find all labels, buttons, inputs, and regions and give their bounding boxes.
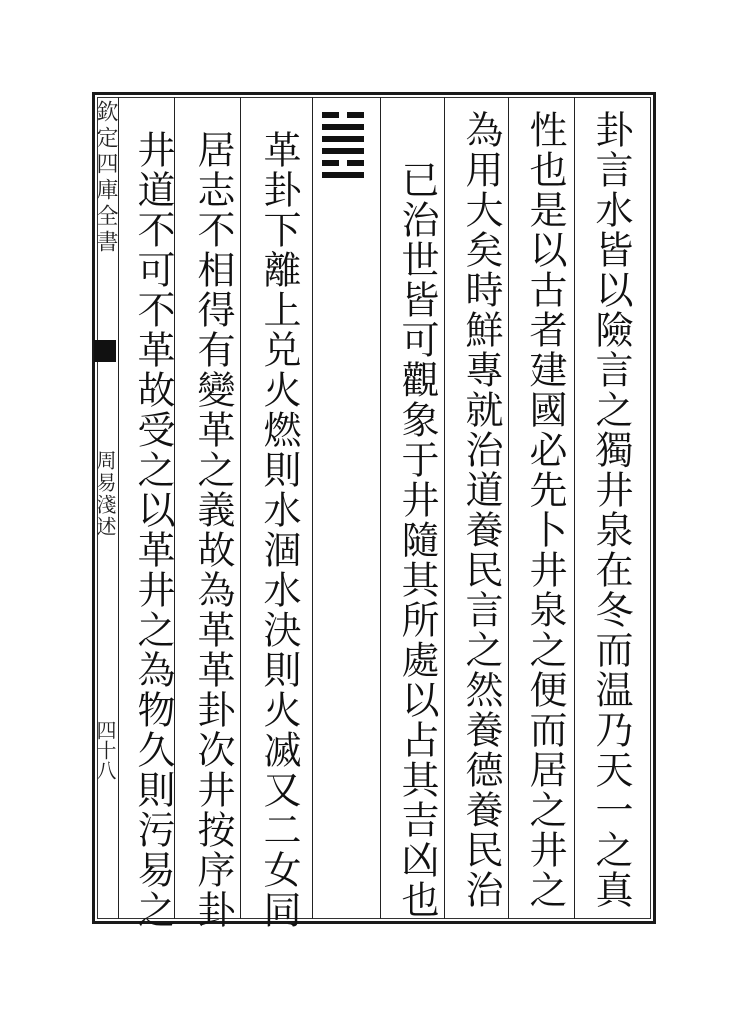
- column-rule: [444, 97, 445, 919]
- column-rule: [312, 97, 313, 919]
- text-column-1: 卦言水皆以險言之獨井泉在冬而温乃天一之真: [589, 110, 633, 910]
- text-column-7: 井道不可不革故受之以革井之為物久則污易之: [131, 130, 175, 930]
- text-column-3: 為用大矣時鮮專就治道養民言之然養德養民治: [459, 110, 503, 910]
- margin-page-number: 四十八: [93, 720, 117, 780]
- hexagram-solid-line: [322, 136, 364, 142]
- margin-book-title: 周易淺述: [93, 450, 117, 538]
- column-rule: [240, 97, 241, 919]
- fishtail-mark: [94, 340, 116, 362]
- hexagram-solid-line: [322, 148, 364, 154]
- text-column-6: 居志不相得有變革之義故為革革卦次井按序卦: [191, 130, 235, 930]
- text-column-4: 已治世皆可觀象于井隨其所處以占其吉凶也: [395, 160, 439, 920]
- column-rule: [508, 97, 509, 919]
- text-column-5: 革卦下離上兑火燃則水涸水決則火㓕又二女同: [257, 130, 301, 930]
- text-column-2: 性也是以古者建國必先卜井泉之便而居之井之: [523, 110, 567, 910]
- hexagram-solid-line: [322, 172, 364, 178]
- column-rule: [380, 97, 381, 919]
- hexagram-ge-icon: [322, 112, 364, 182]
- hexagram-broken-line: [322, 112, 364, 118]
- margin-collection-title: 欽定四庫全書: [93, 100, 118, 256]
- column-rule: [574, 97, 575, 919]
- hexagram-solid-line: [322, 124, 364, 130]
- hexagram-broken-line: [322, 160, 364, 166]
- column-rule: [118, 97, 119, 919]
